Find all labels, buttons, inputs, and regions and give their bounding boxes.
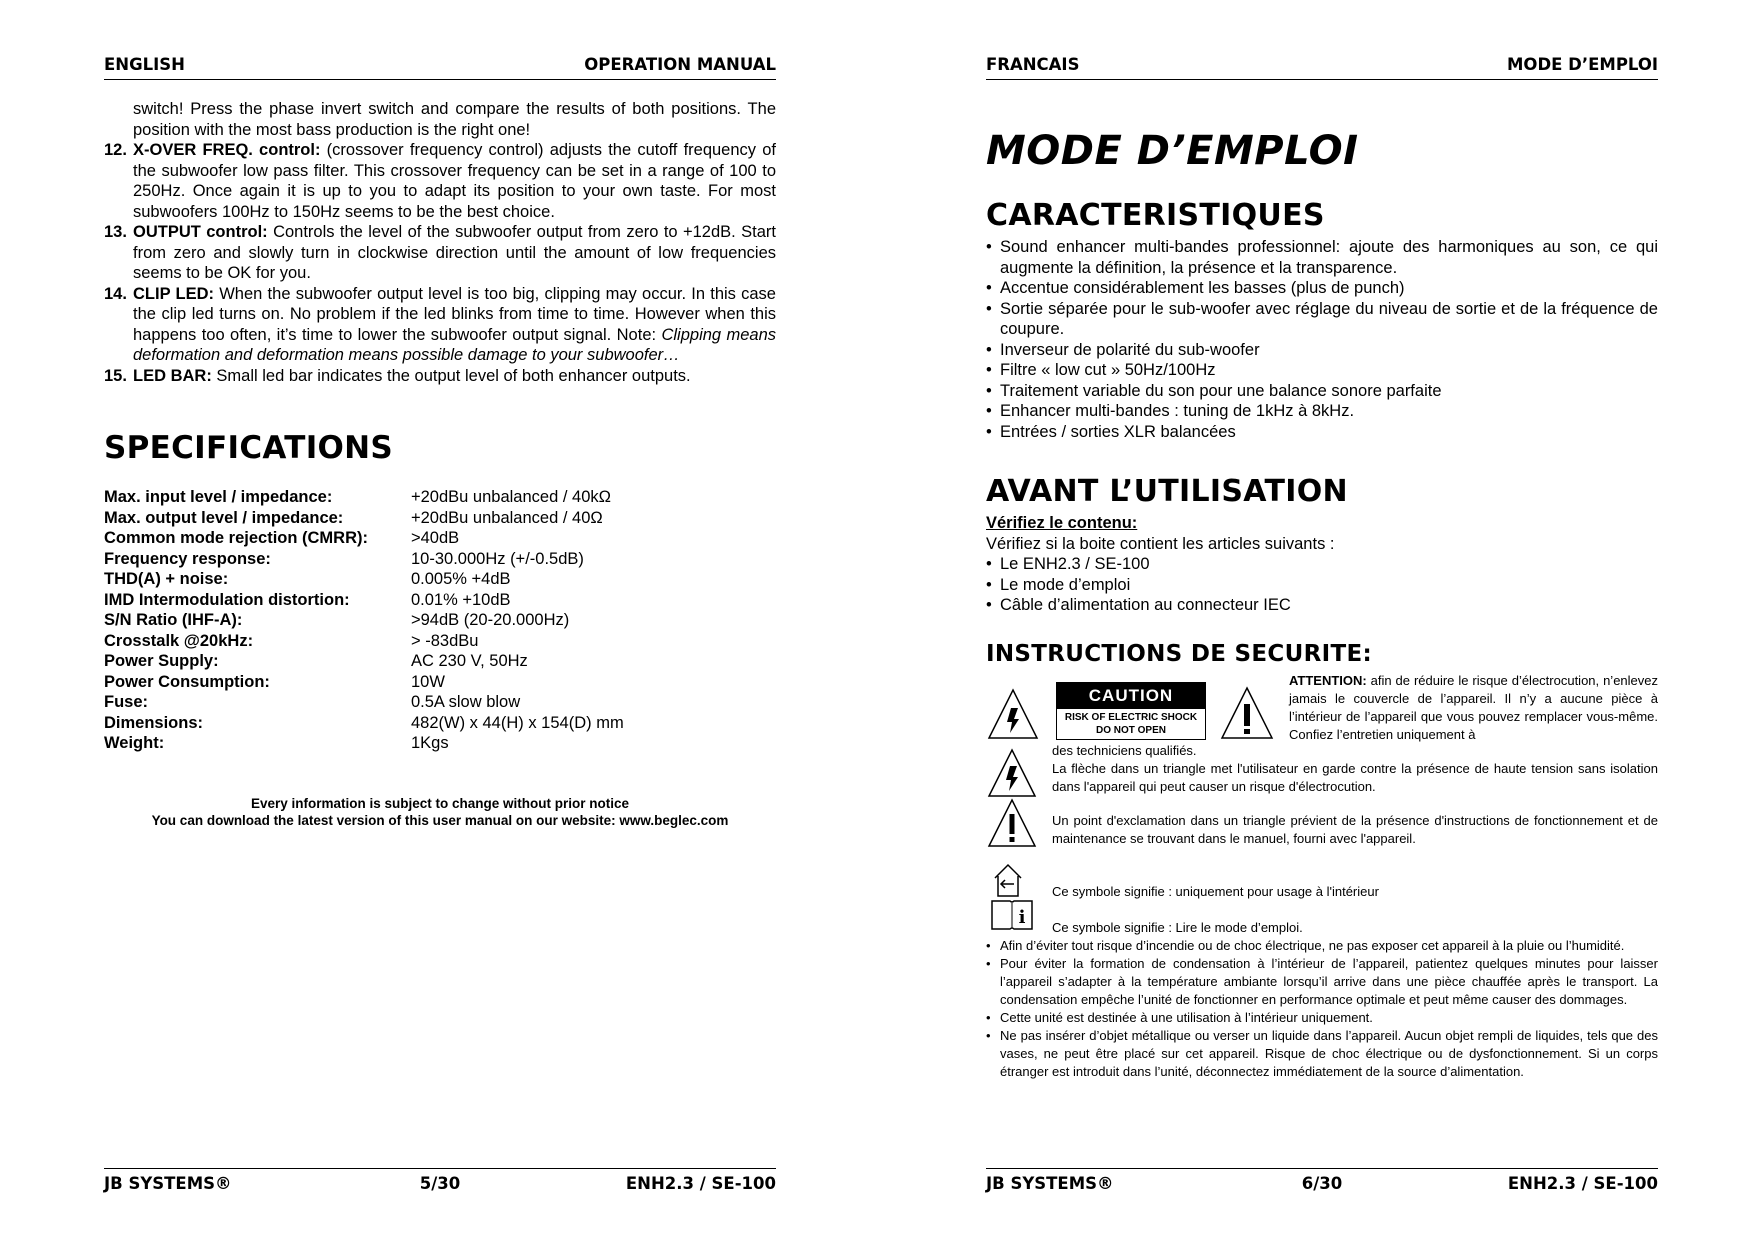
list-item	[104, 366, 776, 387]
footer-model: ENH2.3 / SE-100	[1507, 1174, 1658, 1193]
list-item: • Sound enhancer multi-bandes professionnel: ajoute des harmoniques au son, ce qui augmente la définition, la présence et la transparence.	[986, 238, 1658, 277]
list-item: • Filtre « low cut » 50Hz/100Hz	[986, 361, 1216, 379]
attention-label: ATTENTION:	[1289, 673, 1367, 688]
list-item	[104, 284, 776, 366]
item-number: 12.	[104, 141, 127, 159]
left-page	[104, 0, 776, 1240]
table-row: Fuse: 0.5A slow blow	[104, 693, 521, 711]
page-title: MODE D’EMPLOI	[986, 128, 1359, 174]
header-title: OPERATION MANUAL	[584, 55, 776, 74]
check-intro: Vérifiez si la boite contient les articles suivants :	[986, 534, 1335, 553]
caution-label	[1056, 682, 1206, 740]
features-heading: CARACTERISTIQUES	[986, 198, 1325, 233]
caution-risk: RISK OF ELECTRIC SHOCK	[1064, 712, 1198, 723]
table-row: Weight: 1Kgs	[104, 734, 449, 752]
list-item: • Sortie séparée pour le sub-woofer avec réglage du niveau de sortie et de la fréquence de coupure.	[986, 299, 1658, 338]
header-language: FRANCAIS	[986, 55, 1080, 74]
high-voltage-warning-icon	[987, 748, 1037, 798]
exclamation-text: Un point d'exclamation dans un triangle prévient de la présence d'instructions de fonctionnement et de maintenance se trouvant dans le manuel, fourni avec l'appareil.	[1052, 813, 1658, 846]
attention-continued: des techniciens qualifiés.	[1052, 743, 1197, 758]
exclamation-warning-icon	[1220, 686, 1274, 740]
footer-model: ENH2.3 / SE-100	[625, 1174, 776, 1193]
controls-list	[104, 99, 776, 386]
footer-brand: JB SYSTEMS®	[986, 1174, 1114, 1193]
table-row: Common mode rejection (CMRR): >40dB	[104, 529, 460, 547]
list-item: • Accentue considérablement les basses (plus de punch)	[986, 279, 1405, 297]
header-language: ENGLISH	[104, 55, 185, 74]
notice-change: Every information is subject to change without prior notice	[250, 796, 630, 811]
caution-title: CAUTION	[1057, 683, 1205, 709]
notice	[104, 795, 776, 829]
indoor-text: Ce symbole signifie : uniquement pour usage à l'intérieur	[1052, 884, 1379, 899]
exclamation-triangle-icon	[987, 798, 1037, 848]
item-text: When the subwoofer output level is too big, clipping may occur. In this case the clip led turns on. No problem if the led blinks from time to time. However when this happens too often, it’s time to lower the subwoofer output signal. Note:	[133, 284, 776, 344]
caution-do-not-open: DO NOT OPEN	[1095, 725, 1166, 736]
page-header	[104, 53, 776, 80]
manual-text: Ce symbole signifie : Lire le mode d’emploi.	[1052, 920, 1303, 935]
page-footer	[104, 1168, 776, 1195]
list-item: • Ne pas insérer d’objet métallique ou verser un liquide dans l’appareil. Aucun objet rempli de liquides, tels que des vases, ne peut être placé sur cet appareil. Risque de choc électrique ou de dysfonctionnement. Si un corps étranger est introduit dans l’unité, déconnectez immédiatement de la source d’alimentation.	[986, 1028, 1658, 1079]
list-item: • Inverseur de polarité du sub-woofer	[986, 340, 1260, 359]
footer-brand: JB SYSTEMS®	[104, 1174, 232, 1193]
list-item: • Traitement variable du son pour une balance sonore parfaite	[986, 381, 1442, 400]
header-title: MODE D’EMPLOI	[1507, 55, 1658, 74]
table-row: Power Consumption: 10W	[104, 672, 445, 691]
table-row: IMD Intermodulation distortion: 0.01% +10dB	[104, 590, 511, 609]
footer-page-number: 5/30	[419, 1174, 461, 1193]
item-number: 14.	[104, 284, 127, 303]
electric-shock-warning-icon	[987, 688, 1039, 740]
read-manual-icon	[990, 897, 1034, 931]
svg-text:i: i	[1018, 907, 1026, 928]
table-row: Crosstalk @20kHz: > -83dBu	[104, 631, 479, 650]
table-row: THD(A) + noise: 0.005% +4dB	[104, 570, 511, 588]
list-item: • Entrées / sorties XLR balancées	[986, 422, 1236, 441]
list-item: • Le mode d’emploi	[986, 575, 1131, 594]
item-label: OUTPUT control:	[133, 223, 268, 241]
before-use-heading: AVANT L’UTILISATION	[986, 474, 1348, 509]
safety-list	[986, 937, 1658, 1081]
table-row: S/N Ratio (IHF-A): >94dB (20-20.000Hz)	[104, 611, 570, 629]
attention-text: ATTENTION: afin de réduire le risque d’électrocution, n’enlevez jamais le couvercle de l’appareil. Il n’y a aucune pièce à l’intérieur de l’appareil que vous pouvez remplacer vous-même. Confiez l’entretien uniquement à	[1289, 673, 1658, 742]
item-note: Clipping means deformation and deformation means possible damage to your subwoofer…	[133, 325, 776, 364]
flash-text: La flèche dans un triangle met l'utilisateur en garde contre la présence de haute tension sans isolation dans l'appareil qui peut causer un risque d'électrocution.	[1052, 761, 1658, 794]
notice-download: You can download the latest version of this user manual on our website: www.beglec.com	[151, 813, 729, 828]
check-label: Vérifiez le contenu:	[986, 514, 1138, 532]
item-label: X-OVER FREQ. control:	[133, 141, 321, 159]
indoor-use-icon	[992, 862, 1024, 898]
features-list	[986, 237, 1658, 442]
footer-page-number: 6/30	[1301, 1174, 1343, 1193]
list-item: • Cette unité est destinée à une utilisation à l’intérieur uniquement.	[986, 1010, 1373, 1025]
contents-section	[986, 513, 1658, 616]
item-text: Small led bar indicates the output level of both enhancer outputs.	[211, 366, 691, 385]
table-row: Max. input level / impedance: +20dBu unbalanced / 40kΩ	[104, 488, 611, 506]
list-item	[104, 140, 776, 222]
specifications-table	[104, 487, 624, 754]
page-footer	[986, 1168, 1658, 1195]
item-label: CLIP LED:	[133, 284, 215, 303]
item-number: 13.	[104, 223, 127, 241]
table-row: Power Supply: AC 230 V, 50Hz	[104, 652, 528, 670]
table-row: Dimensions: 482(W) x 44(H) x 154(D) mm	[104, 713, 624, 732]
specifications-heading: SPECIFICATIONS	[104, 430, 394, 466]
list-item	[104, 222, 776, 284]
page-header	[986, 53, 1658, 80]
list-item: • Enhancer multi-bandes : tuning de 1kHz à 8kHz.	[986, 402, 1355, 420]
intro-paragraph: switch! Press the phase invert switch and compare the results of both positions. The position with the most bass production is the right one!	[133, 100, 776, 139]
item-label: LED BAR:	[133, 366, 212, 385]
list-item: • Câble d’alimentation au connecteur IEC	[986, 596, 1291, 614]
safety-heading: INSTRUCTIONS DE SECURITE:	[986, 641, 1372, 667]
list-item: • Afin d’éviter tout risque d’incendie ou de choc électrique, ne pas exposer cet appareil à la pluie ou l’humidité.	[986, 938, 1625, 953]
list-item: • Le ENH2.3 / SE-100	[986, 555, 1150, 573]
table-row: Frequency response: 10-30.000Hz (+/-0.5dB)	[104, 549, 584, 568]
item-text: Controls the level of the subwoofer output from zero to +12dB. Start from zero and slowly turn in clockwise direction until the amount of low frequencies seems to be OK for you.	[133, 223, 777, 282]
table-row: Max. output level / impedance: +20dBu unbalanced / 40Ω	[104, 508, 603, 527]
item-text: (crossover frequency control) adjusts the cutoff frequency of the subwoofer low pass filter. This crossover frequency can be set in a range of 100 to 250Hz. Once again it is up to you to adapt its position to your own taste. For most subwoofers 100Hz to 150Hz seems to be the best choice.	[133, 141, 776, 221]
right-page	[986, 0, 1658, 1240]
item-number: 15.	[104, 366, 127, 385]
list-item: • Pour éviter la formation de condensation à l’intérieur de l’appareil, patientez quelques minutes pour laisser l’appareil s’adapter à la température ambiante lorsqu’il arrive dans une pièce chauffée après le transport. La condensation empêche l’unité de fonctionner en performance optimale et peut même causer des dommages.	[986, 956, 1658, 1007]
